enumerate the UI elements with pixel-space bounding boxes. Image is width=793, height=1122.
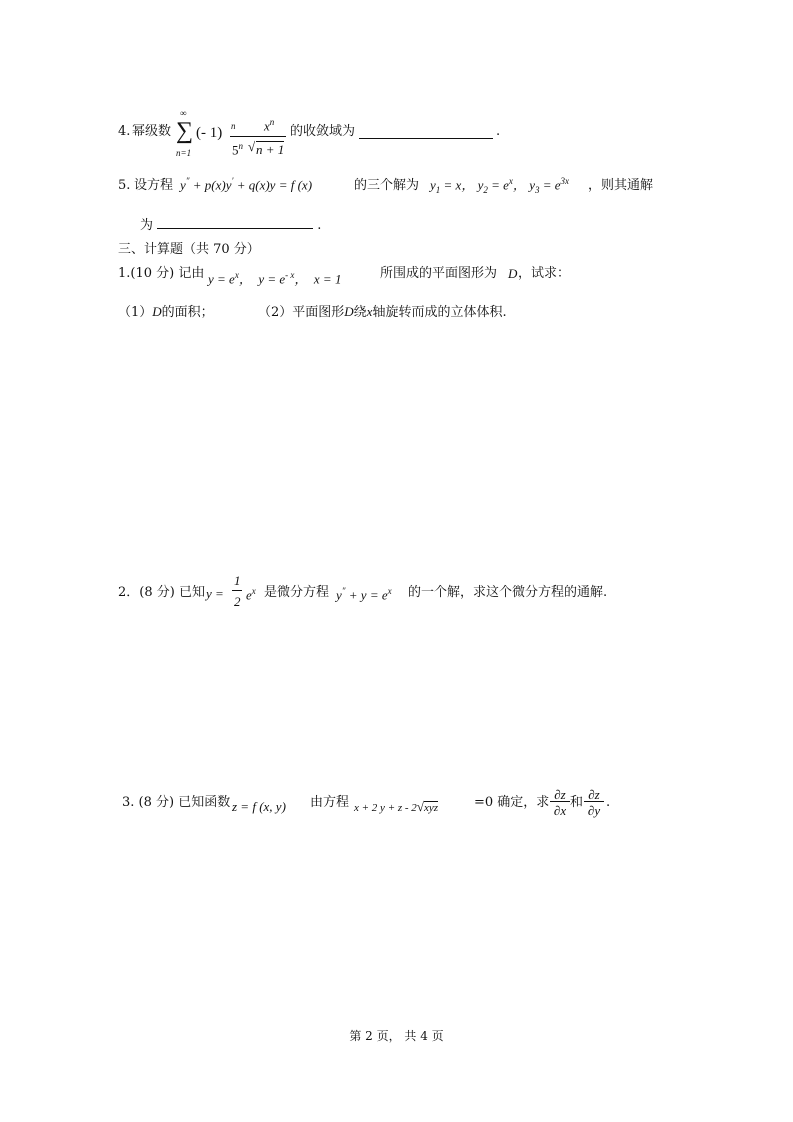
p1-sub2-var-x: x: [366, 304, 373, 319]
p1-curves: $y = e^x$， $y = e^{- x}$， x = 1: [208, 270, 342, 287]
q5-number: 5.: [118, 178, 131, 193]
p3-text-b: =0 确定，求: [474, 795, 550, 810]
p1-text-b: ，试求：: [518, 266, 571, 281]
q4-end: .: [496, 124, 501, 139]
p1-sub2-text-a: 绕: [353, 305, 367, 320]
p3-partial-y: ∂z ∂y: [584, 788, 604, 817]
p3-text-a: 由方程: [310, 795, 350, 810]
q4-sum-formula: ∞ ∑ n=1 (- 1) n $x^n$ 5$^n$ √ n + 1: [176, 108, 285, 158]
q4-text-a: 幂级数: [132, 124, 172, 139]
p2-given-solution: y = 1 2 $e^x$: [206, 573, 256, 609]
p3-equation: x + 2 y + z - 2√xyz: [354, 799, 438, 814]
q5-text-c: ，则其通解: [588, 178, 654, 193]
problem-3: [118, 788, 678, 832]
p3-function: z = f (x, y): [232, 799, 286, 814]
p1-sub2-var-d: D: [344, 304, 354, 319]
page-footer: 第 2 页， 共 4 页: [349, 1029, 444, 1043]
p1-sub2-text-b: 轴旋转而成的立体体积.: [372, 305, 507, 320]
question-5-cont: [140, 217, 321, 232]
problem-2: [118, 572, 678, 612]
p1-text-a: 所围成的平面图形为: [380, 266, 498, 281]
q5-solutions: $y_1 = x$， $y_2 = e^x$， $y_3 = e^{3x}$: [430, 176, 570, 195]
p3-label: 3. (8 分) 已知函数: [122, 795, 231, 810]
p1-sub1-var: D: [152, 304, 162, 319]
q4-text-b: 的收敛域为: [290, 124, 356, 139]
p1-sub1: （1）: [118, 305, 153, 320]
q4-answer-blank[interactable]: [359, 125, 493, 139]
section-heading: 三、计算题（共 70 分）: [118, 242, 260, 257]
problem-1-subparts: [118, 305, 507, 319]
p1-var-d: D: [508, 266, 518, 281]
p3-text-c: 和: [570, 795, 584, 810]
problem-1: [118, 263, 678, 285]
p2-text-a: 是微分方程: [264, 585, 330, 600]
p2-text-b: 的一个解，求这个微分方程的通解.: [408, 585, 608, 600]
q5-text-a: 设方程: [134, 178, 174, 193]
p1-sub2: （2）平面图形: [257, 305, 345, 320]
p2-equation: $y'' + y = e^x$: [336, 586, 392, 603]
q5-text-d: 为: [140, 218, 154, 233]
q5-answer-blank[interactable]: [157, 217, 313, 229]
p1-label: 1.(10 分) 记由: [118, 266, 205, 281]
q5-text-b: 的三个解为: [354, 178, 420, 193]
p3-partial-x: ∂z ∂x: [550, 788, 570, 817]
q5-end: .: [317, 218, 322, 233]
question-5: [118, 177, 678, 197]
p2-label: 2．(8 分) 已知: [118, 585, 205, 600]
p1-sub1-text: 的面积；: [161, 305, 214, 320]
q5-equation: y″ + p(x)y′ + q(x)y = f (x): [180, 176, 313, 193]
p3-end: .: [606, 795, 611, 810]
q4-number: 4.: [118, 124, 131, 139]
